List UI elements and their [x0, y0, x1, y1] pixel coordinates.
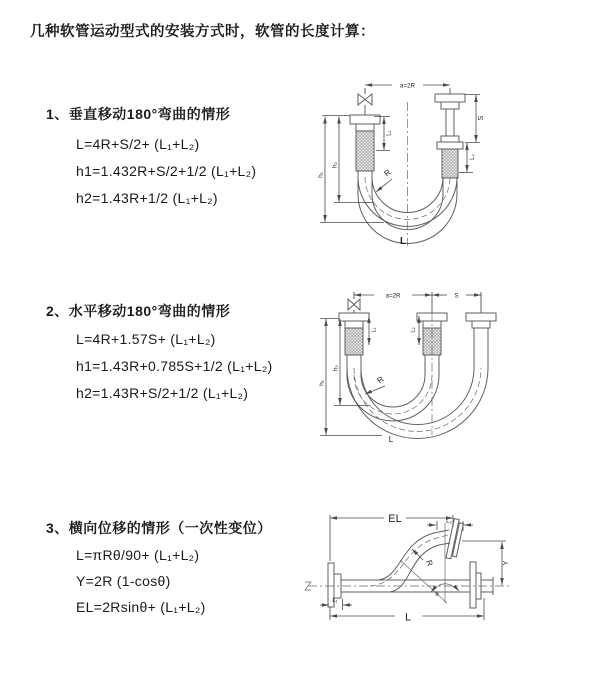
dim-label-r: R [382, 167, 393, 179]
formula-1-h2: h2=1.43R+1/2 (L₁+L₂) [76, 190, 218, 206]
section-2-heading: 2、水平移动180°弯曲的情形 [46, 303, 231, 319]
dim-label-l1: L₁ [386, 130, 393, 136]
dim-label-h2: h₂ [331, 161, 339, 169]
diagram-horizontal-180-bend [312, 283, 544, 468]
dim-label-l1: L₁ [332, 598, 338, 604]
dim-label-a2r: a=2R [400, 82, 415, 90]
braided-hose-section [356, 131, 374, 171]
dim-label-l: L [399, 236, 407, 247]
dim-label-l2: L₂ [410, 327, 417, 333]
section-1-heading: 1、垂直移动180°弯曲的情形 [46, 106, 231, 122]
formula-2-h1: h1=1.43R+0.785S+1/2 (L₁+L₂) [76, 358, 273, 374]
valve-icon [348, 299, 360, 310]
dim-label-theta: θ [435, 592, 439, 598]
dim-label-r: R [375, 374, 386, 386]
formula-3-l: L=πRθ/90+ (L₁+L₂) [76, 547, 200, 563]
diagram-lateral-displacement [300, 503, 580, 648]
dim-label-s: S [454, 292, 459, 300]
dim-label-l2: L₂ [470, 154, 476, 160]
dim-label-h1: h₁ [317, 172, 325, 178]
dimensions-2 [320, 292, 481, 436]
dim-label-l: L [388, 435, 394, 444]
page-title: 几种软管运动型式的安装方式时，软管的长度计算： [30, 24, 375, 40]
formula-2-h2: h2=1.43R+S/2+1/2 (L₁+L₂) [76, 385, 249, 401]
hose-assembly-3 [305, 519, 493, 608]
hose-assembly-2 [339, 292, 496, 438]
formula-3-el: EL=2Rsinθ+ (L₁+L₂) [76, 599, 206, 615]
dim-label-l2: L₂ [446, 519, 452, 525]
dim-label-el: EL [388, 513, 402, 525]
dim-label-h2: h₂ [332, 364, 340, 372]
dim-label-s: S [478, 115, 485, 121]
formula-1-l: L=4R+S/2+ (L₁+L₂) [76, 136, 200, 152]
dim-label-h1: h₁ [318, 380, 326, 386]
formula-2-l: L=4R+1.57S+ (L₁+L₂) [76, 331, 216, 347]
formula-1-h1: h1=1.432R+S/2+1/2 (L₁+L₂) [76, 163, 257, 179]
braided-hose-section [345, 328, 363, 355]
diagram-vertical-180-bend [312, 72, 527, 254]
dim-label-l1: L₁ [371, 327, 378, 333]
dim-label-r: R [424, 558, 435, 568]
section-3-heading: 3、横向位移的情形（一次性变位） [46, 520, 272, 536]
formula-3-y: Y=2R (1-cosθ) [76, 573, 171, 589]
braided-hose-section [442, 149, 458, 178]
valve-icon [358, 94, 372, 105]
dim-label-l: L [404, 611, 412, 624]
dim-label-y: Y [503, 560, 510, 566]
dim-label-a2r: a=2R [385, 292, 401, 300]
